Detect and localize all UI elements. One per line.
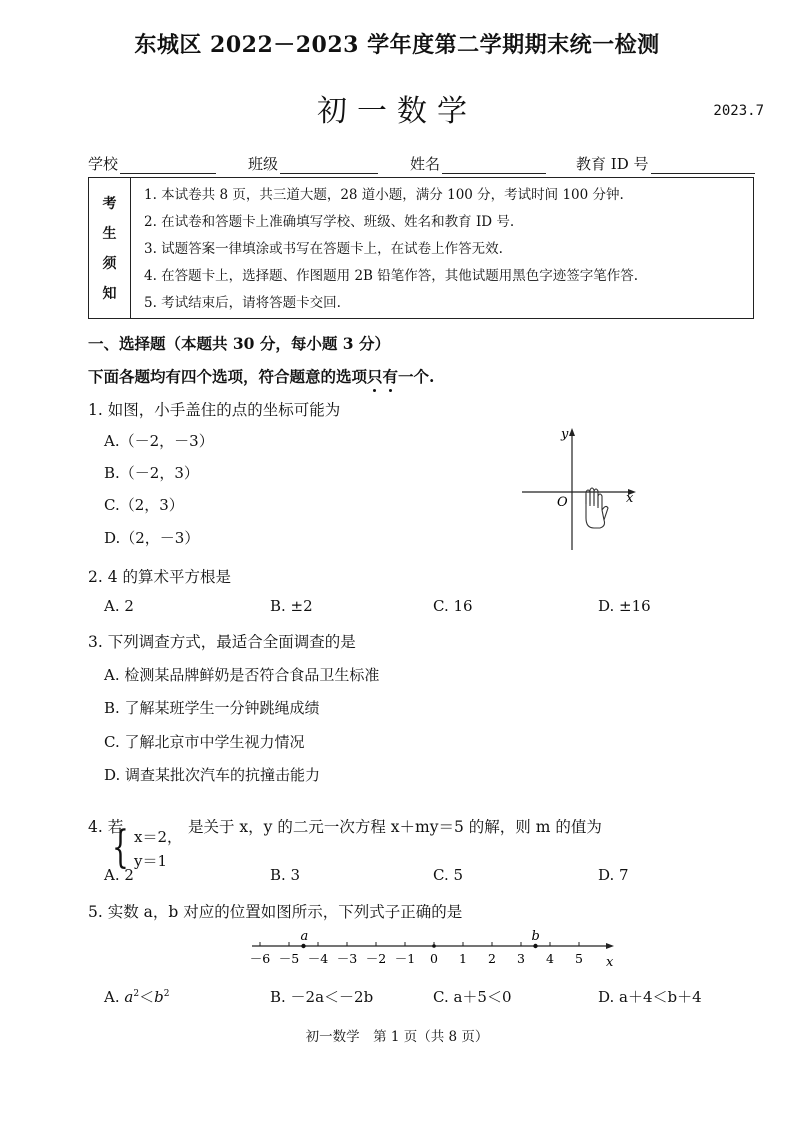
system-line-1: x＝2， [134,828,183,846]
option-a-exp2: 2 [163,989,170,999]
question-stem: 1. 如图，小手盖住的点的坐标可能为 [88,401,341,419]
notice-item: 2. 在试卷和答题卡上准确填写学校、班级、姓名和教育 ID 号. [144,214,515,230]
emphasis-char: 有 [382,367,399,386]
class-label: 班级 [248,155,279,173]
emphasis-char: 只 [367,367,383,386]
y-axis-arrow [569,428,575,436]
option-a-base1: a [124,988,134,1006]
option-c[interactable]: C. 16 [433,597,473,615]
x-axis-label: x [626,491,634,506]
number-line-tick-label: －1 [394,951,416,966]
option-b[interactable]: B. ±2 [270,597,313,615]
id-blank[interactable] [651,155,755,174]
page-footer: 初一数学 第 1 页（共 8 页） [305,1029,489,1045]
system-line-2: y＝1 [134,852,168,870]
exam-title: 东城区 2022－2023 学年度第二学期期末统一检测 [134,32,660,58]
notice-item: 1. 本试卷共 8 页，共三道大题，28 道小题，满分 100 分，考试时间 100 分钟. [144,187,624,203]
notice-heading [89,178,131,318]
option-b[interactable]: B. 3 [270,866,301,884]
notice-item: 3. 试题答案一律填涂或书写在答题卡上，在试卷上作答无效. [144,241,503,257]
option-d[interactable]: D.（2，－3） [104,529,200,547]
notice-heading-char: 知 [102,286,117,302]
number-line-tick-label: －2 [365,951,387,966]
number-line-tick-label: 3 [517,951,525,966]
notice-list [144,182,747,317]
question-stem: 3. 下列调查方式，最适合全面调查的是 [88,633,356,651]
option-a[interactable]: A.（－2，－3） [104,432,214,450]
notice-heading-char: 须 [102,256,117,272]
option-a-operator: ＜ [139,988,155,1006]
option-a[interactable]: A. 2 [104,866,134,884]
section-title: 一、选择题（本题共 30 分，每小题 3 分） [88,334,390,353]
number-line-tick-label: －6 [249,951,271,966]
class-blank[interactable] [280,155,378,174]
number-line-arrow [606,943,614,949]
class-field[interactable] [248,153,378,174]
name-label: 姓名 [410,155,441,173]
instruction-text: 一个. [398,367,435,386]
point-a-label: a [300,929,309,944]
option-a[interactable]: A. 2 [104,597,134,615]
hand-icon [586,488,608,528]
id-label: 教育 ID 号 [576,155,649,173]
subject-title: 初一数学 [317,94,477,129]
number-line-figure [246,928,626,972]
option-b[interactable]: B. －2a＜－2b [270,988,374,1006]
notice-heading-char: 考 [102,196,117,212]
option-d[interactable]: D. ±16 [598,597,651,615]
question-stem: 5. 实数 a，b 对应的位置如图所示，下列式子正确的是 [88,903,463,921]
notice-item: 5. 考试结束后，请将答题卡交回. [144,295,341,311]
number-line-axis-label: x [606,955,614,970]
option-b[interactable]: B. 了解某班学生一分钟跳绳成绩 [104,699,320,717]
option-c[interactable]: C. 5 [433,866,464,884]
y-axis-label: y [561,427,569,442]
number-line-tick-label: 2 [488,951,496,966]
exam-notice-box [88,177,754,319]
number-line-tick-label: －3 [336,951,358,966]
number-line-tick-label: 0 [430,951,438,966]
school-label: 学校 [88,155,119,173]
number-line-tick-label: 4 [546,951,554,966]
question-stem: 是关于 x，y 的二元一次方程 x＋my＝5 的解，则 m 的值为 [188,818,602,836]
option-c[interactable]: C. 了解北京市中学生视力情况 [104,733,305,751]
student-info-row [88,148,756,174]
section-instruction [88,365,434,387]
option-c[interactable]: C. a＋5＜0 [433,988,512,1006]
option-d[interactable]: D. 调查某批次汽车的抗撞击能力 [104,766,321,784]
option-a-exp1: 2 [133,989,140,999]
number-line-tick-label: －4 [307,951,329,966]
school-blank[interactable] [120,155,216,174]
notice-item: 4. 在答题卡上，选择题、作图题用 2B 铅笔作答，其他试题用黑色字迹签字笔作答. [144,268,639,284]
origin-dot [432,944,436,948]
id-field[interactable] [576,153,755,174]
instruction-text: 下面各题均有四个选项，符合题意的选项 [88,367,368,386]
option-d[interactable]: D. a＋4＜b＋4 [598,988,702,1006]
point-b-label: b [531,929,540,944]
question-prefix: 4. 若 [88,818,124,836]
option-d[interactable]: D. 7 [598,866,629,884]
name-field[interactable] [410,153,546,174]
option-b[interactable]: B.（－2，3） [104,464,199,482]
point-b-marker [533,944,537,948]
name-blank[interactable] [442,155,546,174]
notice-heading-char: 生 [102,226,117,242]
school-field[interactable] [88,153,216,174]
option-a[interactable] [104,986,169,1007]
system-brace: { [112,822,129,873]
coordinate-plane-figure [520,424,650,554]
option-a[interactable]: A. 检测某品牌鲜奶是否符合食品卫生标准 [104,666,380,684]
question-stem: 2. 4 的算术平方根是 [88,568,232,586]
point-a-marker [301,944,305,948]
option-a-prefix: A. [104,988,125,1006]
option-a-base2: b [154,988,164,1006]
exam-date: 2023.7 [713,103,764,119]
number-line-tick-label: －5 [278,951,300,966]
number-line-tick-label: 1 [459,951,467,966]
origin-label: O [557,495,568,510]
number-line-tick-label: 5 [575,951,583,966]
option-c[interactable]: C.（2，3） [104,496,184,514]
